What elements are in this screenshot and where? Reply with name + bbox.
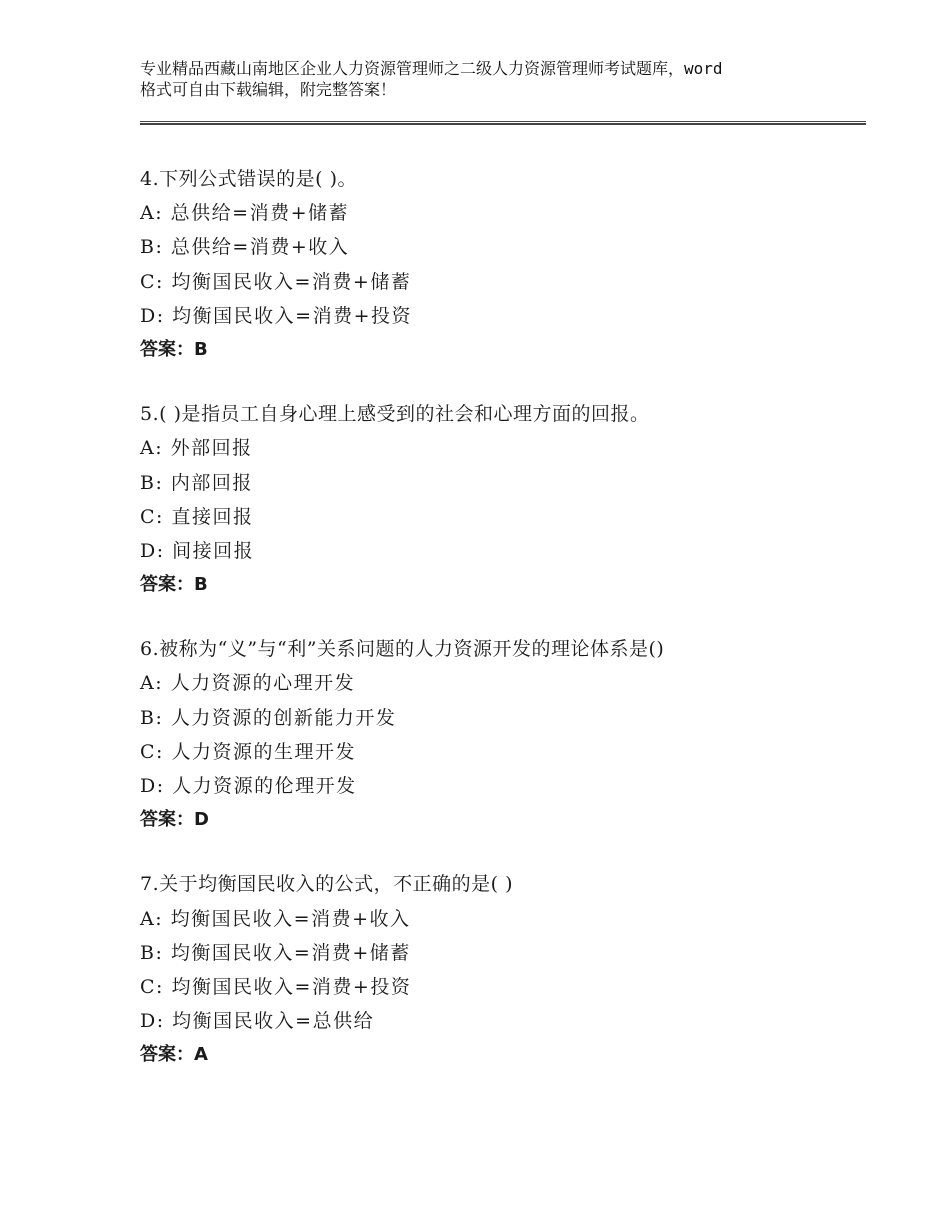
option-d: D: 均衡国民收入=总供给 [140,1010,375,1033]
question-4 [140,162,866,367]
question-stem: 6.被称为“义”与“利”关系问题的人力资源开发的理论体系是() [140,638,665,661]
option-b: B: 人力资源的创新能力开发 [140,706,397,729]
option-a: A: 总供给=消费+储蓄 [140,202,350,225]
option-c: C: 直接回报 [140,505,254,528]
answer-label: 答案：D [140,809,209,831]
option-d: D: 间接回报 [140,539,255,562]
answer-label: 答案：B [140,574,208,596]
option-c: C: 均衡国民收入=消费+储蓄 [140,270,412,293]
option-c: C: 人力资源的生理开发 [140,740,356,763]
option-a: A: 均衡国民收入=消费+收入 [140,907,411,930]
option-b: B: 均衡国民收入=消费+储蓄 [140,941,411,964]
question-stem: 7.关于均衡国民收入的公式，不正确的是( ) [140,873,513,896]
question-6 [140,632,866,837]
question-stem: 4.下列公式错误的是( )。 [140,168,357,190]
question-7 [140,867,866,1072]
option-b: B: 内部回报 [140,471,253,494]
option-d: D: 均衡国民收入=消费+投资 [140,304,413,327]
answer-label: 答案：A [140,1044,208,1066]
document-header [140,58,830,100]
answer-label: 答案：B [140,338,208,360]
option-c: C: 均衡国民收入=消费+投资 [140,975,412,998]
header-title-line-1: 专业精品西藏山南地区企业人力资源管理师之二级人力资源管理师考试题库，word [140,59,723,78]
option-d: D: 人力资源的伦理开发 [140,775,357,797]
option-a: A: 外部回报 [140,437,253,460]
option-b: B: 总供给=消费+收入 [140,236,350,259]
question-list [140,162,866,1073]
option-a: A: 人力资源的心理开发 [140,672,356,695]
header-divider [140,121,866,125]
question-5 [140,397,866,602]
header-title-line-2: 格式可自由下载编辑，附完整答案！ [140,80,397,99]
question-stem: 5.( )是指员工自身心理上感受到的社会和心理方面的回报。 [140,403,650,426]
